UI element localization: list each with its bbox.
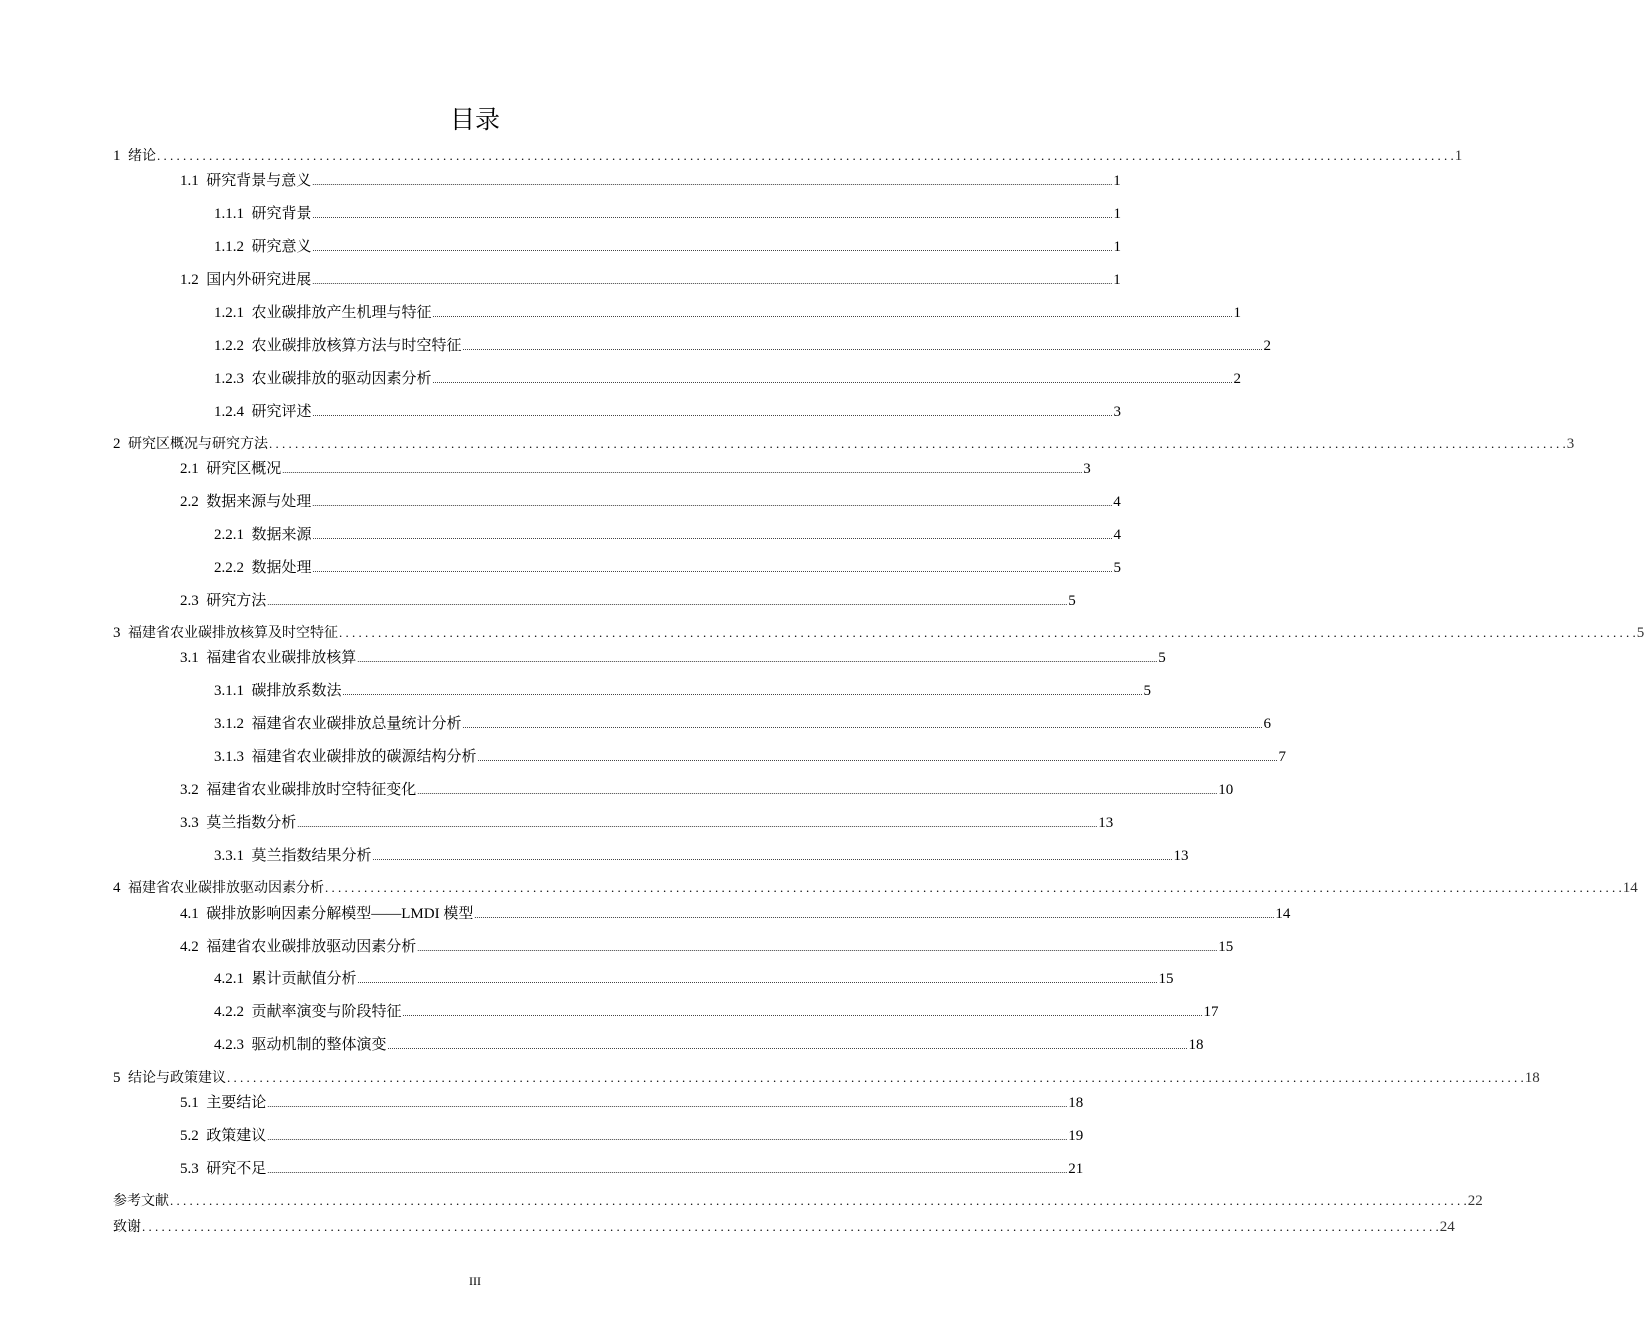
toc-entry-page: 3 [1566, 436, 1575, 452]
page-title: 目录 [449, 105, 500, 134]
toc-dot-leader: ................................................................................................................................................................................................................................................................................................................................................................................................................ [312, 244, 1113, 253]
toc-entry-number: 1.1 [180, 173, 207, 189]
toc-entry-page: 1 [1113, 206, 1122, 222]
toc-entry-page: 1 [1113, 272, 1121, 288]
toc-entry-title: 研究区概况与研究方法 [128, 436, 268, 452]
toc-entry-title: 驱动机制的整体演变 [251, 1037, 387, 1053]
toc-entry-title: 绪论 [128, 148, 156, 164]
toc-entry-title: 研究背景与意义 [206, 173, 312, 189]
toc-entry-page: 18 [1188, 1037, 1204, 1053]
toc-dot-leader: ................................................................................................................................................................................................................................................................................................................................................................................................................ [417, 787, 1218, 796]
toc-entry-page: 22 [1467, 1193, 1483, 1209]
toc-entry-number: 2.3 [180, 593, 207, 609]
toc-dot-leader: ................................................................................................................................................................................................................................................................................................................................................................................................................ [297, 820, 1098, 829]
toc-dot-leader: ................................................................................................................................................................................................................................................................................................................................................................................................................ [282, 466, 1083, 475]
toc-entry-page: 17 [1203, 1004, 1219, 1020]
toc-dot-leader: . . . . . . . . . . . . . . . . . . . . . . . . . . . . . . . . . . . . . . . . . . . . . . . . . . . . . . . . . . . . . . . . . . . . . . . . . . . . . . . . . . . . . . . . . . . . . . . . . . . . . . . . . . . . . . . . . . . . . . . . . . . . . . . . . . . . . . . . . . . . . . . . . . . . . . . . . . . . . . . . . . . . . . . . . . . . . . . . . . . . . . . . . . . . . . . . . . . . . . . . [142, 1219, 1439, 1234]
toc-entry-page: 18 [1068, 1095, 1084, 1111]
toc-dot-leader: ................................................................................................................................................................................................................................................................................................................................................................................................................ [312, 409, 1113, 418]
toc-entry[interactable] [113, 1216, 1455, 1236]
toc-dot-leader: ................................................................................................................................................................................................................................................................................................................................................................................................................ [312, 211, 1113, 220]
toc-entry-page: 21 [1068, 1161, 1084, 1177]
toc-dot-leader: ................................................................................................................................................................................................................................................................................................................................................................................................................ [417, 944, 1218, 953]
toc-entry-number: 1.2.3 [214, 371, 252, 387]
toc-entry[interactable] [214, 968, 1174, 988]
toc-entry-title: 研究背景 [251, 206, 312, 222]
toc-dot-leader: ................................................................................................................................................................................................................................................................................................................................................................................................................ [477, 754, 1278, 763]
toc-entry-title: 研究不足 [206, 1161, 267, 1177]
toc-entry-page: 5 [1113, 560, 1122, 576]
toc-entry[interactable] [214, 236, 1122, 256]
toc-entry[interactable] [113, 1190, 1483, 1210]
toc-dot-leader: ................................................................................................................................................................................................................................................................................................................................................................................................................ [402, 1009, 1203, 1018]
toc-entry-title: 福建省农业碳排放的碳源结构分析 [251, 749, 477, 765]
toc-entry-number: 3.1 [180, 650, 207, 666]
toc-entry-number: 3.1.2 [214, 716, 252, 732]
toc-entry-title: 福建省农业碳排放总量统计分析 [251, 716, 462, 732]
toc-entry[interactable] [180, 1158, 1084, 1178]
toc-dot-leader: . . . . . . . . . . . . . . . . . . . . . . . . . . . . . . . . . . . . . . . . . . . . . . . . . . . . . . . . . . . . . . . . . . . . . . . . . . . . . . . . . . . . . . . . . . . . . . . . . . . . . . . . . . . . . . . . . . . . . . . . . . . . . . . . . . . . . . . . . . . . . . . . . . . . . . . . . . . . . . . . . . . . . . . . . . . . . . . . . . . . . . . . . . . . . . . . . . . . . . . . [227, 1070, 1524, 1085]
toc-entry-number: 2.2.2 [214, 560, 252, 576]
toc-entry-number: 3.3 [180, 815, 207, 831]
toc-entry-page: 24 [1439, 1219, 1455, 1235]
toc-entry-number: 4.2.2 [214, 1004, 252, 1020]
toc-entry-title: 福建省农业碳排放核算 [206, 650, 357, 666]
toc-entry[interactable] [180, 903, 1291, 923]
toc-dot-leader: . . . . . . . . . . . . . . . . . . . . . . . . . . . . . . . . . . . . . . . . . . . . . . . . . . . . . . . . . . . . . . . . . . . . . . . . . . . . . . . . . . . . . . . . . . . . . . . . . . . . . . . . . . . . . . . . . . . . . . . . . . . . . . . . . . . . . . . . . . . . . . . . . . . . . . . . . . . . . . . . . . . . . . . . . . . . . . . . . . . . . . . . . . . . . . . . . . . . . . . . [325, 880, 1622, 895]
toc-entry[interactable] [214, 845, 1189, 865]
toc-dot-leader: ................................................................................................................................................................................................................................................................................................................................................................................................................ [312, 277, 1113, 286]
toc-entry-page: 2 [1263, 338, 1272, 354]
toc-entry-title: 农业碳排放核算方法与时空特征 [251, 338, 462, 354]
toc-entry-page: 15 [1158, 971, 1174, 987]
toc-entry-number: 4.2 [180, 939, 207, 955]
toc-entry-page: 1 [1233, 305, 1242, 321]
toc-entry-page: 13 [1098, 815, 1114, 831]
toc-entry-page: 19 [1068, 1128, 1084, 1144]
toc-entry-title: 政策建议 [206, 1128, 267, 1144]
toc-dot-leader: ................................................................................................................................................................................................................................................................................................................................................................................................................ [462, 343, 1263, 352]
toc-entry[interactable] [113, 877, 1638, 897]
toc-entry-page: 7 [1278, 749, 1287, 765]
toc-entry-page: 1 [1454, 148, 1463, 164]
toc-entry-number: 1.2.1 [214, 305, 252, 321]
toc-entry[interactable] [113, 433, 1575, 453]
toc-entry[interactable] [214, 368, 1242, 388]
toc-entry[interactable] [180, 936, 1234, 956]
toc-entry-title: 莫兰指数分析 [206, 815, 297, 831]
toc-entry-title: 致谢 [113, 1219, 141, 1235]
toc-entry-number: 3.1.1 [214, 683, 252, 699]
toc-entry[interactable] [180, 269, 1121, 289]
toc-entry[interactable] [214, 1034, 1204, 1054]
toc-entry[interactable] [113, 145, 1463, 165]
toc-entry[interactable] [214, 746, 1287, 766]
toc-dot-leader: ................................................................................................................................................................................................................................................................................................................................................................................................................ [474, 911, 1275, 920]
toc-entry-title: 福建省农业碳排放驱动因素分析 [206, 939, 417, 955]
toc-entry-title: 贡献率演变与阶段特征 [251, 1004, 402, 1020]
toc-entry-page: 1 [1113, 173, 1121, 189]
page-number: III [469, 1274, 481, 1288]
toc-entry-number: 4 [113, 880, 128, 896]
toc-entry-page: 15 [1218, 939, 1234, 955]
toc-entry[interactable] [180, 1092, 1084, 1112]
toc-entry-title: 数据来源与处理 [206, 494, 312, 510]
toc-entry[interactable] [180, 812, 1114, 832]
toc-entry-title: 碳排放影响因素分解模型——LMDI 模型 [206, 906, 474, 922]
toc-entry-page: 1 [1113, 239, 1122, 255]
toc-entry[interactable] [180, 647, 1166, 667]
toc-entry-number: 3 [113, 625, 128, 641]
toc-dot-leader: ................................................................................................................................................................................................................................................................................................................................................................................................................ [267, 1100, 1068, 1109]
toc-entry-title: 研究意义 [251, 239, 312, 255]
toc-entry-number: 1.2 [180, 272, 207, 288]
toc-entry[interactable] [214, 203, 1122, 223]
toc-dot-leader: ................................................................................................................................................................................................................................................................................................................................................................................................................ [432, 310, 1233, 319]
toc-entry-title: 莫兰指数结果分析 [251, 848, 372, 864]
toc-entry-page: 14 [1622, 880, 1638, 896]
toc-entry-title: 国内外研究进展 [206, 272, 312, 288]
toc-dot-leader: . . . . . . . . . . . . . . . . . . . . . . . . . . . . . . . . . . . . . . . . . . . . . . . . . . . . . . . . . . . . . . . . . . . . . . . . . . . . . . . . . . . . . . . . . . . . . . . . . . . . . . . . . . . . . . . . . . . . . . . . . . . . . . . . . . . . . . . . . . . . . . . . . . . . . . . . . . . . . . . . . . . . . . . . . . . . . . . . . . . . . . . . . . . . . . . . . . . . . . . . [339, 625, 1636, 640]
toc-dot-leader: . . . . . . . . . . . . . . . . . . . . . . . . . . . . . . . . . . . . . . . . . . . . . . . . . . . . . . . . . . . . . . . . . . . . . . . . . . . . . . . . . . . . . . . . . . . . . . . . . . . . . . . . . . . . . . . . . . . . . . . . . . . . . . . . . . . . . . . . . . . . . . . . . . . . . . . . . . . . . . . . . . . . . . . . . . . . . . . . . . . . . . . . . . . . . . . . . . . . . . . . [170, 1193, 1467, 1208]
toc-entry[interactable] [180, 590, 1076, 610]
toc-entry-title: 主要结论 [206, 1095, 267, 1111]
toc-entry[interactable] [214, 335, 1272, 355]
toc-entry-number: 1.1.1 [214, 206, 252, 222]
toc-entry-title: 数据来源 [251, 527, 312, 543]
toc-entry[interactable] [214, 524, 1122, 544]
toc-entry[interactable] [214, 302, 1242, 322]
toc-entry-number: 3.2 [180, 782, 207, 798]
toc-dot-leader: ................................................................................................................................................................................................................................................................................................................................................................................................................ [267, 1166, 1068, 1175]
toc-dot-leader: . . . . . . . . . . . . . . . . . . . . . . . . . . . . . . . . . . . . . . . . . . . . . . . . . . . . . . . . . . . . . . . . . . . . . . . . . . . . . . . . . . . . . . . . . . . . . . . . . . . . . . . . . . . . . . . . . . . . . . . . . . . . . . . . . . . . . . . . . . . . . . . . . . . . . . . . . . . . . . . . . . . . . . . . . . . . . . . . . . . . . . . . . . . . . . . . . . . . . . . . [157, 148, 1454, 163]
toc-entry-title: 碳排放系数法 [251, 683, 342, 699]
toc-entry-page: 2 [1233, 371, 1242, 387]
toc-entry-number: 1.1.2 [214, 239, 252, 255]
toc-entry-page: 10 [1218, 782, 1234, 798]
toc-entry-number: 3.1.3 [214, 749, 252, 765]
toc-entry[interactable] [113, 622, 1644, 642]
toc-dot-leader: ................................................................................................................................................................................................................................................................................................................................................................................................................ [387, 1042, 1188, 1051]
toc-entry-title: 福建省农业碳排放核算及时空特征 [128, 625, 338, 641]
toc-entry-number: 1.2.2 [214, 338, 252, 354]
toc-entry[interactable] [180, 458, 1091, 478]
toc-entry-number: 2 [113, 436, 128, 452]
toc-entry-number: 3.3.1 [214, 848, 252, 864]
toc-dot-leader: ................................................................................................................................................................................................................................................................................................................................................................................................................ [342, 688, 1143, 697]
toc-entry[interactable] [180, 1125, 1084, 1145]
toc-entry-number: 2.1 [180, 461, 207, 477]
toc-dot-leader: ................................................................................................................................................................................................................................................................................................................................................................................................................ [372, 853, 1173, 862]
toc-entry-title: 研究评述 [251, 404, 312, 420]
toc-entry-page: 3 [1083, 461, 1091, 477]
toc-entry[interactable] [180, 491, 1121, 511]
toc-entry-page: 5 [1068, 593, 1076, 609]
toc-entry-number: 1 [113, 148, 128, 164]
toc-entry-title: 参考文献 [113, 1193, 169, 1209]
toc-entry[interactable] [214, 680, 1152, 700]
toc-entry-number: 5.3 [180, 1161, 207, 1177]
toc-entry-number: 1.2.4 [214, 404, 252, 420]
toc-entry-title: 农业碳排放的驱动因素分析 [251, 371, 432, 387]
toc-entry-number: 5.2 [180, 1128, 207, 1144]
toc-entry-page: 14 [1275, 906, 1291, 922]
toc-entry[interactable] [214, 557, 1122, 577]
toc-dot-leader: ................................................................................................................................................................................................................................................................................................................................................................................................................ [357, 976, 1158, 985]
toc-entry[interactable] [214, 401, 1122, 421]
toc-dot-leader: ................................................................................................................................................................................................................................................................................................................................................................................................................ [267, 1133, 1068, 1142]
toc-dot-leader: ................................................................................................................................................................................................................................................................................................................................................................................................................ [312, 178, 1113, 187]
toc-entry-title: 研究区概况 [206, 461, 282, 477]
toc-entry-page: 6 [1263, 716, 1272, 732]
toc-entry[interactable] [180, 779, 1234, 799]
toc-entry-number: 4.2.3 [214, 1037, 252, 1053]
toc-entry-number: 2.2 [180, 494, 207, 510]
toc-entry-title: 结论与政策建议 [128, 1070, 226, 1086]
toc-dot-leader: ................................................................................................................................................................................................................................................................................................................................................................................................................ [312, 532, 1113, 541]
toc-entry-title: 福建省农业碳排放驱动因素分析 [128, 880, 324, 896]
toc-dot-leader: ................................................................................................................................................................................................................................................................................................................................................................................................................ [312, 565, 1113, 574]
toc-dot-leader: ................................................................................................................................................................................................................................................................................................................................................................................................................ [462, 721, 1263, 730]
toc-entry-title: 研究方法 [206, 593, 267, 609]
toc-entry[interactable] [113, 1067, 1540, 1087]
toc-entry-page: 5 [1143, 683, 1152, 699]
toc-entry-page: 18 [1524, 1070, 1540, 1086]
toc-entry[interactable] [180, 170, 1121, 190]
toc-entry-number: 5 [113, 1070, 128, 1086]
toc-entry-number: 2.2.1 [214, 527, 252, 543]
toc-entry-number: 4.2.1 [214, 971, 252, 987]
toc-entry-page: 4 [1113, 527, 1122, 543]
toc-entry[interactable] [214, 713, 1272, 733]
toc-dot-leader: ................................................................................................................................................................................................................................................................................................................................................................................................................ [312, 499, 1113, 508]
toc-entry-page: 4 [1113, 494, 1121, 510]
toc-entry-title: 累计贡献值分析 [251, 971, 357, 987]
toc-entry-page: 5 [1158, 650, 1166, 666]
toc-dot-leader: ................................................................................................................................................................................................................................................................................................................................................................................................................ [267, 598, 1068, 607]
toc-entry-number: 5.1 [180, 1095, 207, 1111]
toc-entry-title: 农业碳排放产生机理与特征 [251, 305, 432, 321]
toc-entry-page: 3 [1113, 404, 1122, 420]
toc-entry-number: 4.1 [180, 906, 207, 922]
toc-dot-leader: . . . . . . . . . . . . . . . . . . . . . . . . . . . . . . . . . . . . . . . . . . . . . . . . . . . . . . . . . . . . . . . . . . . . . . . . . . . . . . . . . . . . . . . . . . . . . . . . . . . . . . . . . . . . . . . . . . . . . . . . . . . . . . . . . . . . . . . . . . . . . . . . . . . . . . . . . . . . . . . . . . . . . . . . . . . . . . . . . . . . . . . . . . . . . . . . . . . . . . . . [269, 436, 1566, 451]
toc-entry-page: 5 [1636, 625, 1644, 641]
toc-entry-page: 13 [1173, 848, 1189, 864]
toc-dot-leader: ................................................................................................................................................................................................................................................................................................................................................................................................................ [432, 376, 1233, 385]
toc-entry-title: 福建省农业碳排放时空特征变化 [206, 782, 417, 798]
toc-dot-leader: ................................................................................................................................................................................................................................................................................................................................................................................................................ [357, 655, 1158, 664]
toc-entry[interactable] [214, 1001, 1219, 1021]
toc-entry-title: 数据处理 [251, 560, 312, 576]
